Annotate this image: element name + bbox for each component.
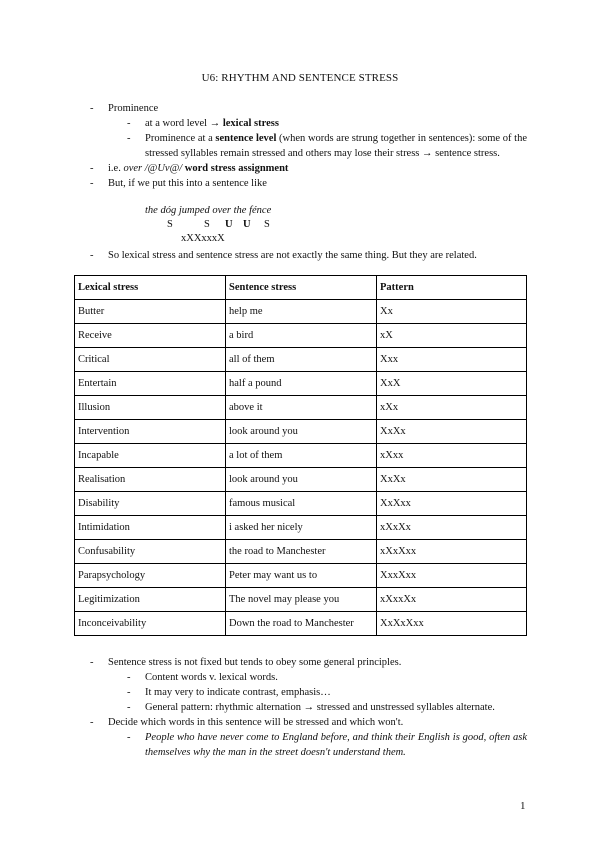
table-row [75,372,527,396]
cell-pattern: XxX [377,372,527,396]
word-stress-assignment-term: word stress assignment [184,163,289,174]
ie-word: over [123,163,143,174]
decide-text: Decide which words in this sentence will be stressed and which won't. [108,717,404,728]
list-item [90,101,527,116]
table-row [75,396,527,420]
list-item [127,730,527,760]
header-sentence-stress: Sentence stress [226,276,377,300]
cell-lexical-stress: Entertain [75,372,226,396]
stress-mark: S [264,219,270,230]
ie-phonetic: /@Uv@/ [142,163,185,174]
table-row [75,612,527,636]
general-pattern-text: General pattern: rhythmic alternation → stressed and unstressed syllables alternate. [145,702,495,713]
cell-sentence-stress: look around you [226,420,377,444]
cell-lexical-stress: Intimidation [75,516,226,540]
table-row [75,516,527,540]
table-row [75,420,527,444]
cell-lexical-stress: Parapsychology [75,564,226,588]
table-row [75,540,527,564]
cell-sentence-stress: a bird [226,324,377,348]
cell-sentence-stress: Down the road to Manchester [226,612,377,636]
table-header-row [75,276,527,300]
cell-pattern: XxXx [377,420,527,444]
cell-sentence-stress: i asked her nicely [226,516,377,540]
list-item [127,670,527,685]
table-row [75,324,527,348]
table-row [75,300,527,324]
contrast-text: It may very to indicate contrast, emphasis… [145,687,331,698]
table-row [75,564,527,588]
so-text: So lexical stress and sentence stress are not exactly the same thing. But they are related. [108,250,477,261]
prominence-text: Prominence [108,103,159,114]
list-item [127,685,527,700]
cell-lexical-stress: Receive [75,324,226,348]
cell-pattern: Xxx [377,348,527,372]
list-item [90,715,527,730]
sentence-level-term: sentence level [215,133,277,144]
stress-mark: U [243,219,251,230]
intro-list [90,101,527,191]
cell-pattern: xXxXxx [377,540,527,564]
table-row [75,492,527,516]
list-item [90,161,527,176]
lexical-stress-term: lexical stress [222,118,279,129]
page-title: U6: RHYTHM AND SENTENCE STRESS [201,72,399,84]
cell-lexical-stress: Butter [75,300,226,324]
cell-pattern: XxxXxx [377,564,527,588]
cell-pattern: Xx [377,300,527,324]
cell-pattern: xX [377,324,527,348]
cell-sentence-stress: the road to Manchester [226,540,377,564]
stress-mark: S [204,219,210,230]
table-row [75,468,527,492]
cell-lexical-stress: Realisation [75,468,226,492]
cell-pattern: XxXx [377,468,527,492]
principles-list [90,655,527,760]
cell-lexical-stress: Incapable [75,444,226,468]
cell-pattern: xXxxXx [377,588,527,612]
list-item [90,655,527,670]
cell-pattern: XxXxx [377,492,527,516]
page-number: 1 [520,800,526,812]
list-item [90,176,527,191]
cell-lexical-stress: Illusion [75,396,226,420]
example-sentence: the dóg jumped over the fénce [145,205,272,216]
cell-sentence-stress: Peter may want us to [226,564,377,588]
sentence-level-post: (when words are strung together in sentences): some of the stressed syllables remain stressed and others may lose their stress → sentence stress. [145,133,528,159]
cell-pattern: XxXxXxx [377,612,527,636]
cell-pattern: xXx [377,396,527,420]
header-pattern: Pattern [377,276,527,300]
word-level-text: at a word level → [145,118,223,129]
cell-lexical-stress: Confusability [75,540,226,564]
ie-pre: i.e. [108,163,124,174]
stress-mark: U [225,219,233,230]
so-list [90,248,527,263]
cell-sentence-stress: all of them [226,348,377,372]
table-row [75,588,527,612]
cell-lexical-stress: Critical [75,348,226,372]
cell-lexical-stress: Intervention [75,420,226,444]
stress-pattern: xXXxxxX [181,233,225,244]
cell-sentence-stress: help me [226,300,377,324]
list-item [90,248,527,263]
cell-sentence-stress: look around you [226,468,377,492]
cell-sentence-stress: The novel may please you [226,588,377,612]
cell-sentence-stress: above it [226,396,377,420]
table-row [75,348,527,372]
principles-text: Sentence stress is not fixed but tends to obey some general principles. [108,657,402,668]
list-item [127,700,527,715]
but-text: But, if we put this into a sentence like [108,178,267,189]
cell-lexical-stress: Inconceivability [75,612,226,636]
cell-lexical-stress: Legitimization [75,588,226,612]
cell-sentence-stress: half a pound [226,372,377,396]
cell-pattern: xXxXx [377,516,527,540]
sentence-level-pre: Prominence at a [145,133,216,144]
cell-lexical-stress: Disability [75,492,226,516]
example-quote: People who have never come to England before, and think their English is good, often ask themselves why the man in the street doesn't understand them. [145,732,527,758]
cell-sentence-stress: a lot of them [226,444,377,468]
list-item [127,116,527,131]
list-item [127,131,527,161]
content-words-text: Content words v. lexical words. [145,672,278,683]
stress-mark: S [167,219,173,230]
cell-pattern: xXxx [377,444,527,468]
table-row [75,444,527,468]
cell-sentence-stress: famous musical [226,492,377,516]
stress-table [74,275,527,636]
header-lexical-stress: Lexical stress [75,276,226,300]
